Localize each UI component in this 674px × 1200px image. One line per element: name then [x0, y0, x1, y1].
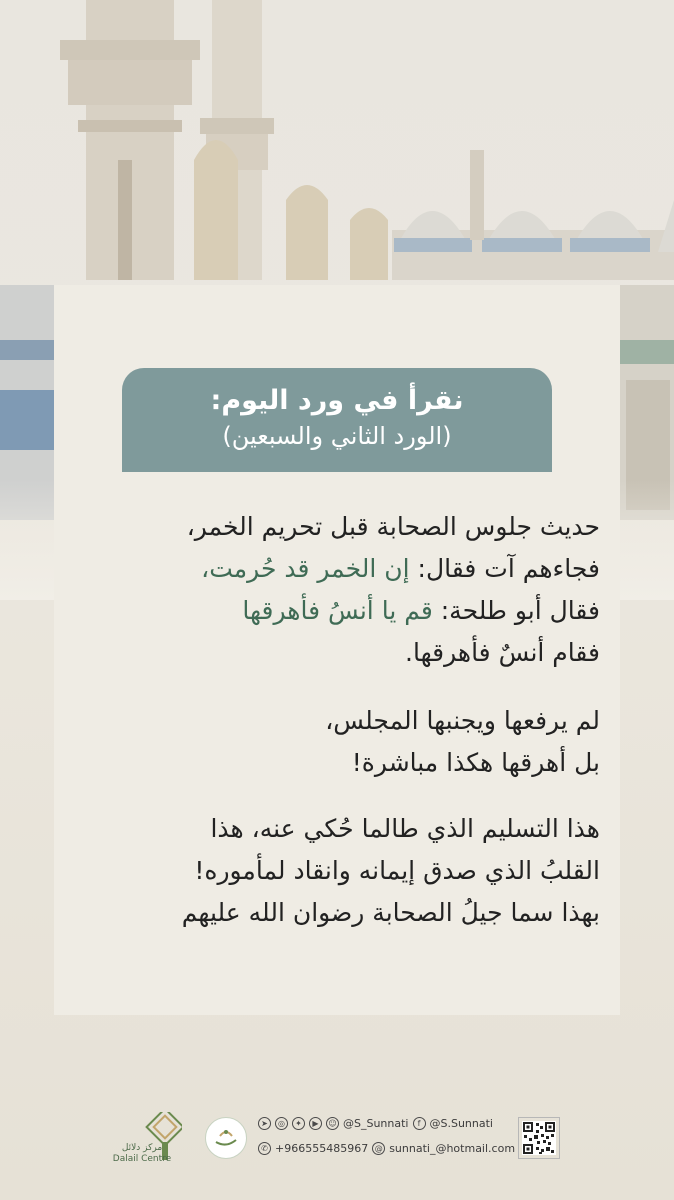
facebook-handle[interactable]: @S.Sunnati	[429, 1117, 493, 1130]
social-row-2	[258, 1142, 515, 1155]
text-line: حديث جلوس الصحابة قبل تحريم الخمر،	[186, 512, 600, 541]
highlight-text: إن الخمر قد حُرمت،	[201, 554, 410, 583]
dalail-label	[102, 1143, 182, 1165]
text-line: هذا التسليم الذي طالما حُكي عنه، هذا	[210, 814, 600, 843]
qr-code-icon[interactable]	[522, 1121, 556, 1155]
social-row-1	[258, 1117, 493, 1130]
text-span: فقال أبو طلحة:	[432, 596, 600, 625]
text-line	[104, 548, 600, 590]
youtube-icon[interactable]: ▶	[309, 1117, 322, 1130]
text-line: بهذا سما جيلُ الصحابة رضوان الله عليهم	[181, 898, 600, 927]
twitter-icon[interactable]: ✦	[292, 1117, 305, 1130]
snapchat-icon[interactable]: ☺	[326, 1117, 339, 1130]
text-line: فقام أنسٌ فأهرقها.	[405, 638, 600, 667]
text-span: فجاءهم آت فقال:	[409, 554, 600, 583]
paragraph-2	[104, 700, 600, 790]
text-line: القلبُ الذي صدق إيمانه وانقاد لمأموره!	[194, 856, 600, 885]
paragraph-1	[104, 506, 600, 676]
text-line: بل أهرقها هكذا مباشرة!	[351, 748, 600, 777]
highlight-text: قم يا أنسُ فأهرقها	[242, 596, 433, 625]
page-subtitle: (الورد الثاني والسبعين)	[222, 422, 452, 450]
title-banner	[122, 368, 552, 472]
social-handle[interactable]: @S_Sunnati	[343, 1117, 409, 1130]
facebook-icon[interactable]: f	[413, 1117, 426, 1130]
paragraph-3	[104, 808, 600, 948]
instagram-icon[interactable]: ◎	[275, 1117, 288, 1130]
dalail-label-ar: مركز دلائل	[121, 1143, 163, 1153]
telegram-icon[interactable]: ➤	[258, 1117, 271, 1130]
text-line: لم يرفعها ويجنبها المجلس،	[325, 706, 600, 735]
dalail-label-en: Dalail Centre	[112, 1154, 172, 1164]
email-icon[interactable]: @	[372, 1142, 385, 1155]
sunnati-logo	[205, 1117, 247, 1159]
whatsapp-icon[interactable]: ✆	[258, 1142, 271, 1155]
phone-number[interactable]: +966555485967	[275, 1142, 369, 1155]
text-line	[104, 590, 600, 632]
email-address[interactable]: sunnati_@hotmail.com	[389, 1142, 516, 1155]
page-title: نقرأ في ورد اليوم:	[210, 385, 464, 416]
